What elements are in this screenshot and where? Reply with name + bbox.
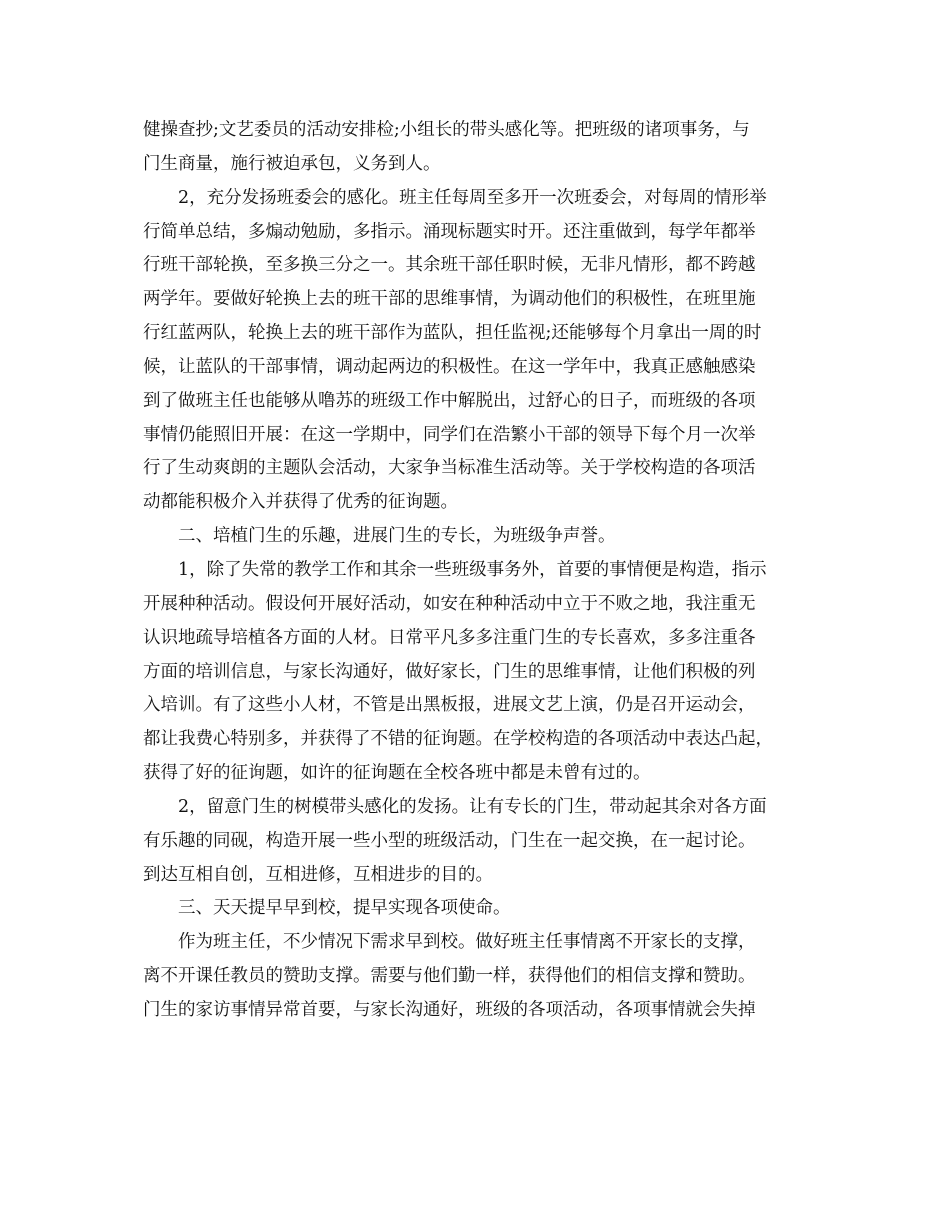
text-line: 门生商量，施行被迫承包，义务到人。 — [143, 153, 441, 174]
text-line: 2，充分发扬班委会的感化。班主任每周至多开一次班委会，对每周的情形举 — [178, 187, 767, 208]
text-line: 到了做班主任也能够从噜苏的班级工作中解脱出，过舒心的日子，而班级的各项 — [143, 390, 756, 411]
text-line: 行简单总结，多煽动勉励，多指示。涌现标题实时开。还注重做到，每学年都举 — [143, 221, 756, 242]
text-line: 两学年。要做好轮换上去的班干部的思维事情，为调动他们的积极性，在班里施 — [143, 289, 756, 310]
text-line: 行班干部轮换，至多换三分之一。其余班干部任职时候，无非凡情形，都不跨越 — [143, 255, 756, 276]
text-line: 2，留意门生的树模带头感化的发扬。让有专长的门生，带动起其余对各方面 — [178, 796, 767, 817]
text-line: 事情仍能照旧开展：在这一学期中，同学们在浩繁小干部的领导下每个月一次举 — [143, 424, 756, 445]
text-line: 作为班主任，不少情况下需求早到校。做好班主任事情离不开家长的支撑， — [178, 932, 756, 953]
text-line: 健操查抄;文艺委员的活动安排检;小组长的带头感化等。把班级的诸项事务，与 — [143, 120, 750, 140]
text-line: 1，除了失常的教学工作和其余一些班级事务外，首要的事情便是构造，指示 — [178, 559, 767, 580]
text-line: 门生的家访事情异常首要，与家长沟通好，班级的各项活动，各项事情就会失掉 — [143, 999, 756, 1020]
text-line: 离不开课任教员的赞助支撑。需要与他们勤一样，获得他们的相信支撑和赞助。 — [143, 966, 756, 987]
document-body — [143, 114, 833, 1028]
text-line: 有乐趣的同砚，构造开展一些小型的班级活动，门生在一起交换，在一起讨论。 — [143, 830, 756, 851]
text-line: 到达互相自创，互相进修，互相进步的目的。 — [143, 864, 493, 885]
text-line: 候，让蓝队的干部事情，调动起两边的积极性。在这一学年中，我真正感触感染 — [143, 356, 756, 377]
text-line: 都让我费心特别多，并获得了不错的征询题。在学校构造的各项活动中表达凸起， — [143, 729, 773, 750]
text-line: 入培训。有了这些小人材，不管是出黑板报，进展文艺上演，仍是召开运动会， — [143, 695, 756, 716]
text-line: 动都能积极介入并获得了优秀的征询题。 — [143, 492, 458, 513]
text-line: 三、天天提早早到校，提早实现各项使命。 — [178, 898, 511, 919]
text-line: 获得了好的征询题，如许的征询题在全校各班中都是未曾有过的。 — [143, 763, 651, 784]
text-line: 方面的培训信息，与家长沟通好，做好家长，门生的思维事情，让他们积极的列 — [143, 661, 756, 682]
text-line: 行红蓝两队，轮换上去的班干部作为蓝队，担任监视;还能够每个月拿出一周的时 — [143, 323, 762, 344]
text-line: 行了生动爽朗的主题队会活动，大家争当标准生活动等。关于学校构造的各项活 — [143, 458, 756, 479]
text-line: 二、培植门生的乐趣，进展门生的专长，为班级争声誉。 — [178, 526, 616, 547]
text-line: 开展种种活动。假设何开展好活动，如安在种种活动中立于不败之地，我注重无 — [143, 593, 756, 614]
text-line: 认识地疏导培植各方面的人材。日常平凡多多注重门生的专长喜欢，多多注重各 — [143, 627, 756, 648]
